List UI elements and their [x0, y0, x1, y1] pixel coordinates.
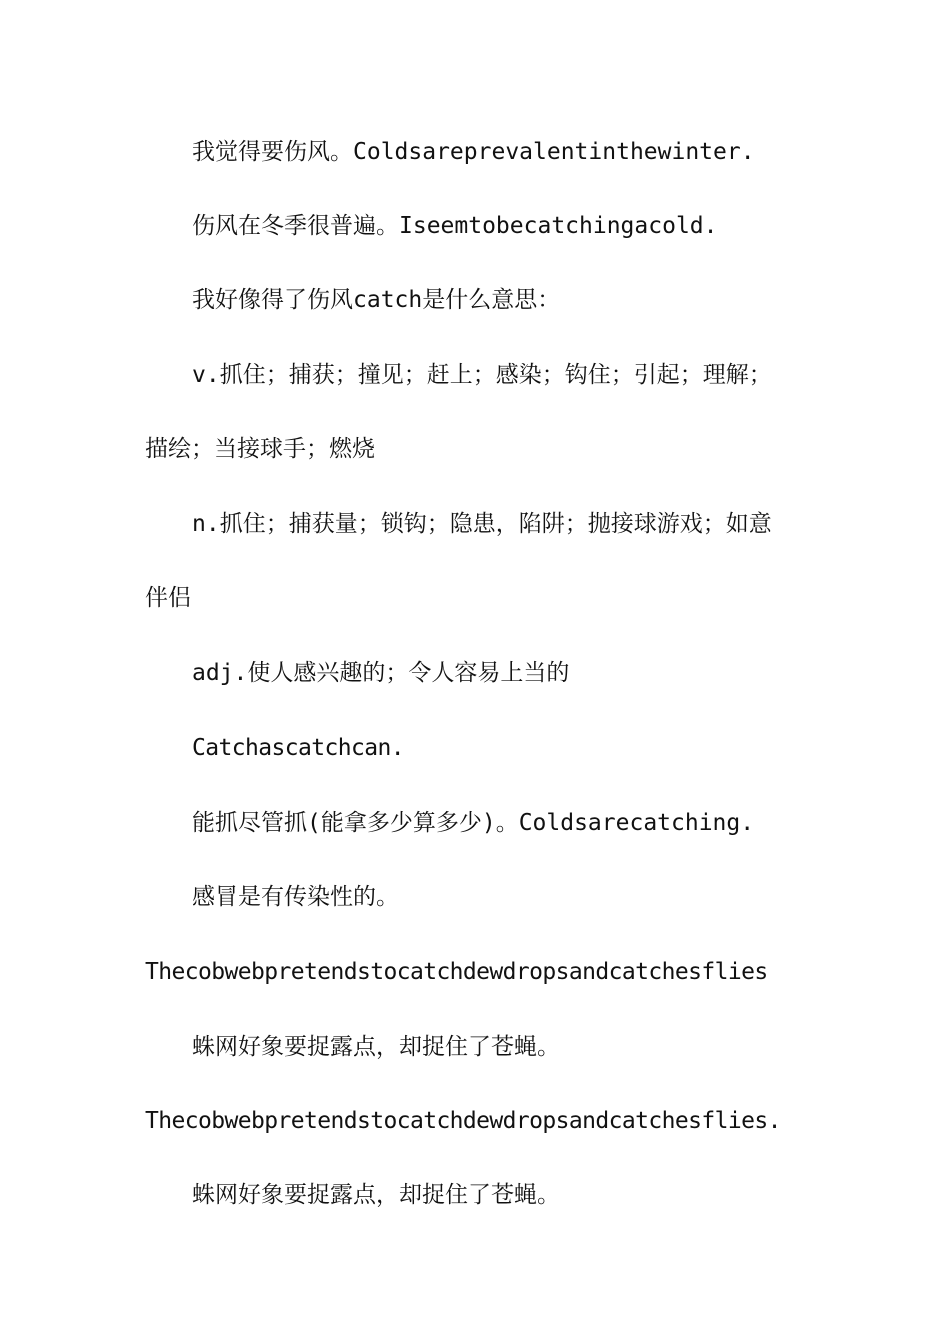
- example-sentence-3: Thecobwebpretendstocatchdewdropsandcatchesflies.: [145, 1108, 781, 1134]
- example-translation-3: 蛛网好象要捉露点，却捉住了苍蝇。: [192, 1034, 560, 1060]
- example-sentence-1: Catchascatchcan.: [192, 735, 404, 761]
- definition-noun-line-2: 伴侣: [145, 585, 191, 611]
- example-translation-2: 感冒是有传染性的。: [192, 884, 399, 910]
- paragraph-2: 伤风在冬季很普遍。Iseemtobecatchingacold.: [192, 213, 718, 239]
- definition-noun-line-1: n.抓住；捕获量；锁钩；隐患，陷阱；抛接球游戏；如意: [192, 511, 772, 537]
- definition-adjective: adj.使人感兴趣的；令人容易上当的: [192, 660, 570, 686]
- example-translation-1: 能抓尽管抓(能拿多少算多少)。Coldsarecatching.: [192, 810, 755, 836]
- paragraph-3: 我好像得了伤风catch是什么意思：: [192, 287, 561, 313]
- definition-verb-line-1: v.抓住；捕获；撞见；赶上；感染；钩住；引起；理解；: [192, 362, 772, 388]
- paragraph-1: 我觉得要伤风。Coldsareprevalentinthewinter.: [192, 139, 755, 165]
- example-sentence-2: Thecobwebpretendstocatchdewdropsandcatchesflies: [145, 959, 768, 985]
- example-translation-4: 蛛网好象要捉露点，却捉住了苍蝇。: [192, 1182, 560, 1208]
- definition-verb-line-2: 描绘；当接球手；燃烧: [145, 436, 375, 462]
